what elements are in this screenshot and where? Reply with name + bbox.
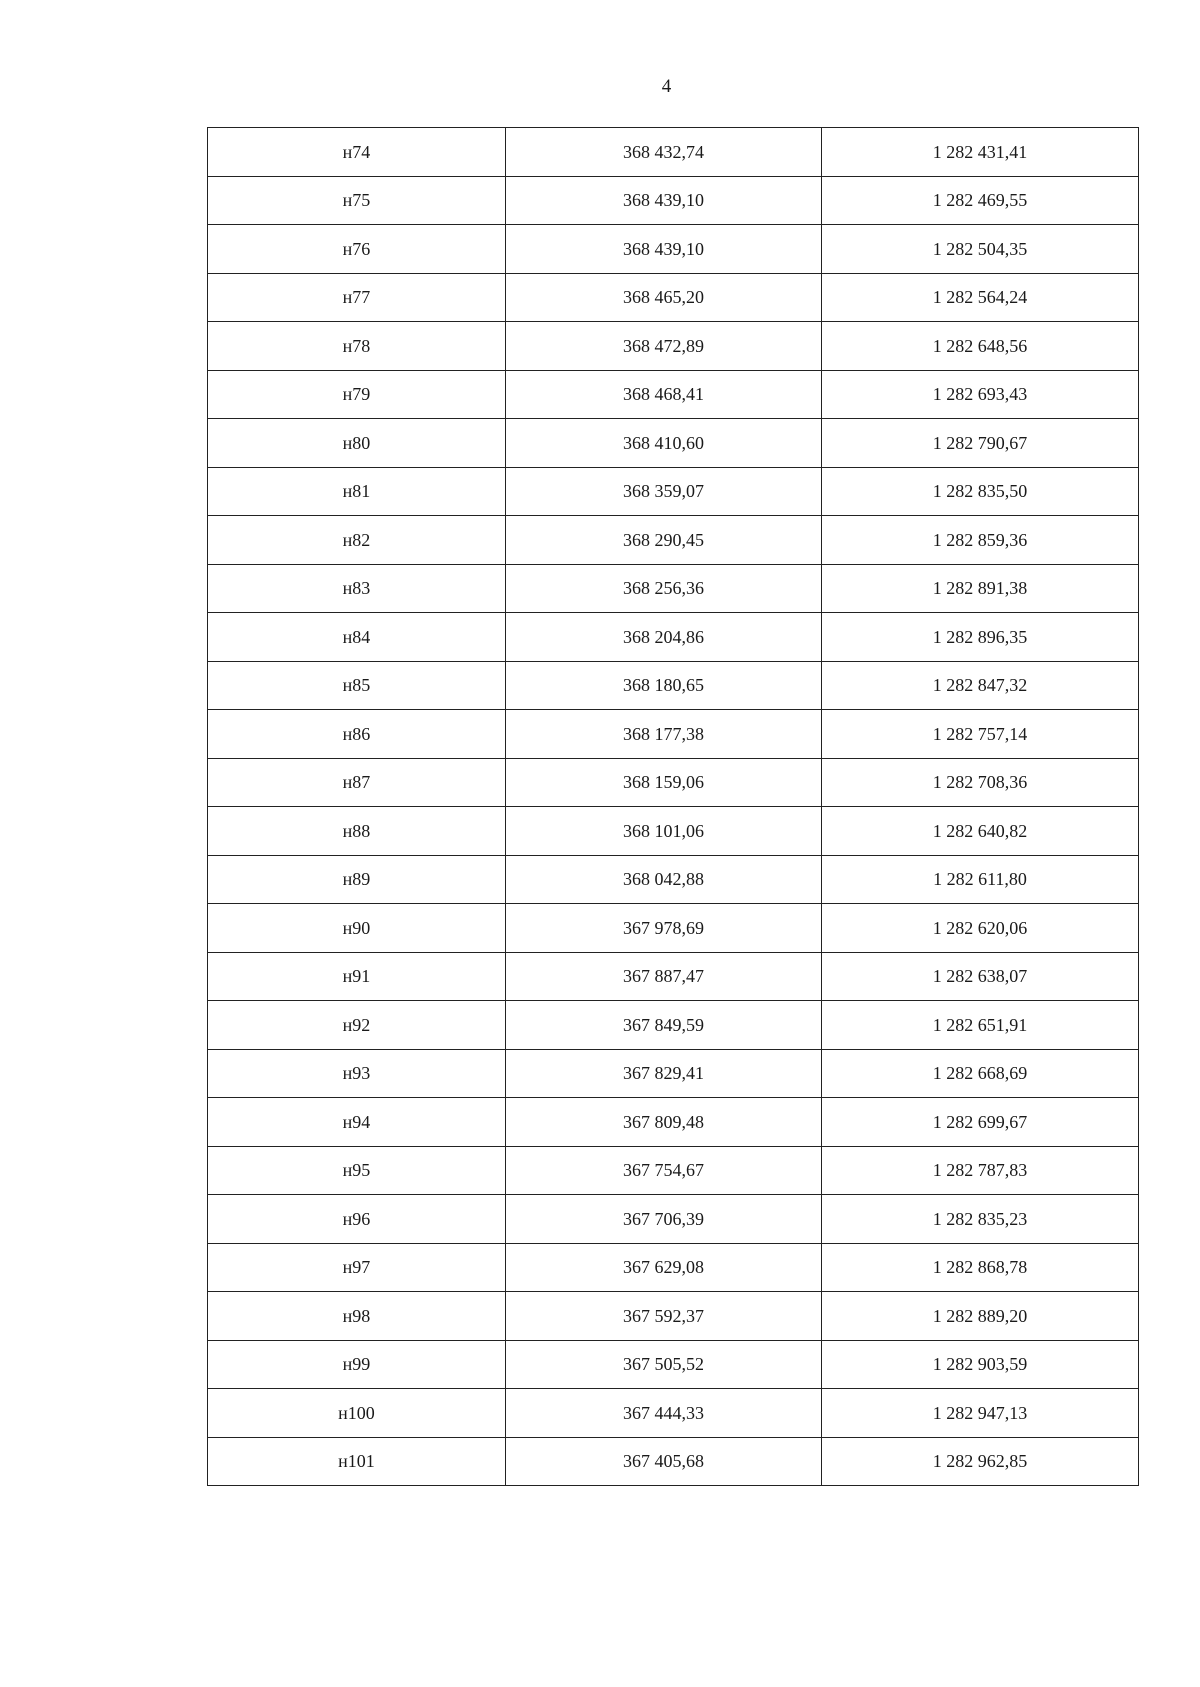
y-coordinate-cell: 1 282 835,50: [822, 467, 1139, 516]
table-row: [208, 1195, 1139, 1244]
table-row: [208, 904, 1139, 953]
table-row: [208, 710, 1139, 759]
table-row: [208, 1292, 1139, 1341]
point-label-cell: н101: [208, 1437, 506, 1486]
table-row: [208, 176, 1139, 225]
point-label-cell: н86: [208, 710, 506, 759]
y-coordinate-cell: 1 282 859,36: [822, 516, 1139, 565]
x-coordinate-cell: 368 290,45: [506, 516, 822, 565]
point-label-cell: н98: [208, 1292, 506, 1341]
point-label-cell: н90: [208, 904, 506, 953]
point-label-cell: н82: [208, 516, 506, 565]
table-row: [208, 564, 1139, 613]
point-label-cell: н83: [208, 564, 506, 613]
page-number: 4: [661, 76, 672, 97]
point-label-cell: н99: [208, 1340, 506, 1389]
y-coordinate-cell: 1 282 947,13: [822, 1389, 1139, 1438]
table-row: [208, 128, 1139, 177]
y-coordinate-cell: 1 282 469,55: [822, 176, 1139, 225]
point-label-cell: н92: [208, 1001, 506, 1050]
coordinates-table-body: [208, 128, 1139, 1486]
point-label-cell: н78: [208, 322, 506, 371]
x-coordinate-cell: 367 444,33: [506, 1389, 822, 1438]
table-row: [208, 273, 1139, 322]
table-row: [208, 613, 1139, 662]
y-coordinate-cell: 1 282 504,35: [822, 225, 1139, 274]
y-coordinate-cell: 1 282 564,24: [822, 273, 1139, 322]
x-coordinate-cell: 368 472,89: [506, 322, 822, 371]
x-coordinate-cell: 368 439,10: [506, 176, 822, 225]
y-coordinate-cell: 1 282 648,56: [822, 322, 1139, 371]
x-coordinate-cell: 368 101,06: [506, 807, 822, 856]
x-coordinate-cell: 368 432,74: [506, 128, 822, 177]
table-row: [208, 1098, 1139, 1147]
point-label-cell: н85: [208, 661, 506, 710]
x-coordinate-cell: 368 439,10: [506, 225, 822, 274]
coordinates-table: [207, 127, 1139, 1486]
y-coordinate-cell: 1 282 699,67: [822, 1098, 1139, 1147]
point-label-cell: н88: [208, 807, 506, 856]
point-label-cell: н94: [208, 1098, 506, 1147]
table-row: [208, 952, 1139, 1001]
x-coordinate-cell: 367 754,67: [506, 1146, 822, 1195]
y-coordinate-cell: 1 282 868,78: [822, 1243, 1139, 1292]
table-row: [208, 419, 1139, 468]
table-row: [208, 467, 1139, 516]
table-row: [208, 1243, 1139, 1292]
point-label-cell: н74: [208, 128, 506, 177]
point-label-cell: н100: [208, 1389, 506, 1438]
x-coordinate-cell: 368 468,41: [506, 370, 822, 419]
table-row: [208, 1340, 1139, 1389]
x-coordinate-cell: 368 359,07: [506, 467, 822, 516]
y-coordinate-cell: 1 282 903,59: [822, 1340, 1139, 1389]
point-label-cell: н87: [208, 758, 506, 807]
x-coordinate-cell: 367 592,37: [506, 1292, 822, 1341]
x-coordinate-cell: 367 629,08: [506, 1243, 822, 1292]
x-coordinate-cell: 367 887,47: [506, 952, 822, 1001]
point-label-cell: н84: [208, 613, 506, 662]
x-coordinate-cell: 367 809,48: [506, 1098, 822, 1147]
y-coordinate-cell: 1 282 790,67: [822, 419, 1139, 468]
x-coordinate-cell: 368 465,20: [506, 273, 822, 322]
y-coordinate-cell: 1 282 651,91: [822, 1001, 1139, 1050]
y-coordinate-cell: 1 282 693,43: [822, 370, 1139, 419]
table-row: [208, 1437, 1139, 1486]
y-coordinate-cell: 1 282 640,82: [822, 807, 1139, 856]
x-coordinate-cell: 368 177,38: [506, 710, 822, 759]
x-coordinate-cell: 368 204,86: [506, 613, 822, 662]
point-label-cell: н89: [208, 855, 506, 904]
point-label-cell: н93: [208, 1049, 506, 1098]
table-row: [208, 758, 1139, 807]
x-coordinate-cell: 367 505,52: [506, 1340, 822, 1389]
y-coordinate-cell: 1 282 787,83: [822, 1146, 1139, 1195]
x-coordinate-cell: 367 978,69: [506, 904, 822, 953]
x-coordinate-cell: 368 256,36: [506, 564, 822, 613]
table-row: [208, 855, 1139, 904]
x-coordinate-cell: 367 849,59: [506, 1001, 822, 1050]
point-label-cell: н91: [208, 952, 506, 1001]
y-coordinate-cell: 1 282 891,38: [822, 564, 1139, 613]
x-coordinate-cell: 368 410,60: [506, 419, 822, 468]
x-coordinate-cell: 367 706,39: [506, 1195, 822, 1244]
point-label-cell: н79: [208, 370, 506, 419]
y-coordinate-cell: 1 282 835,23: [822, 1195, 1139, 1244]
y-coordinate-cell: 1 282 847,32: [822, 661, 1139, 710]
y-coordinate-cell: 1 282 889,20: [822, 1292, 1139, 1341]
y-coordinate-cell: 1 282 757,14: [822, 710, 1139, 759]
point-label-cell: н95: [208, 1146, 506, 1195]
point-label-cell: н97: [208, 1243, 506, 1292]
point-label-cell: н96: [208, 1195, 506, 1244]
table-row: [208, 661, 1139, 710]
y-coordinate-cell: 1 282 638,07: [822, 952, 1139, 1001]
table-row: [208, 1146, 1139, 1195]
x-coordinate-cell: 367 829,41: [506, 1049, 822, 1098]
point-label-cell: н80: [208, 419, 506, 468]
table-row: [208, 516, 1139, 565]
point-label-cell: н77: [208, 273, 506, 322]
table-row: [208, 370, 1139, 419]
y-coordinate-cell: 1 282 668,69: [822, 1049, 1139, 1098]
table-row: [208, 1049, 1139, 1098]
point-label-cell: н75: [208, 176, 506, 225]
table-row: [208, 1001, 1139, 1050]
y-coordinate-cell: 1 282 708,36: [822, 758, 1139, 807]
y-coordinate-cell: 1 282 620,06: [822, 904, 1139, 953]
table-row: [208, 807, 1139, 856]
x-coordinate-cell: 368 042,88: [506, 855, 822, 904]
table-row: [208, 225, 1139, 274]
y-coordinate-cell: 1 282 962,85: [822, 1437, 1139, 1486]
y-coordinate-cell: 1 282 431,41: [822, 128, 1139, 177]
x-coordinate-cell: 368 159,06: [506, 758, 822, 807]
y-coordinate-cell: 1 282 611,80: [822, 855, 1139, 904]
table-row: [208, 1389, 1139, 1438]
x-coordinate-cell: 368 180,65: [506, 661, 822, 710]
point-label-cell: н76: [208, 225, 506, 274]
y-coordinate-cell: 1 282 896,35: [822, 613, 1139, 662]
x-coordinate-cell: 367 405,68: [506, 1437, 822, 1486]
table-row: [208, 322, 1139, 371]
point-label-cell: н81: [208, 467, 506, 516]
